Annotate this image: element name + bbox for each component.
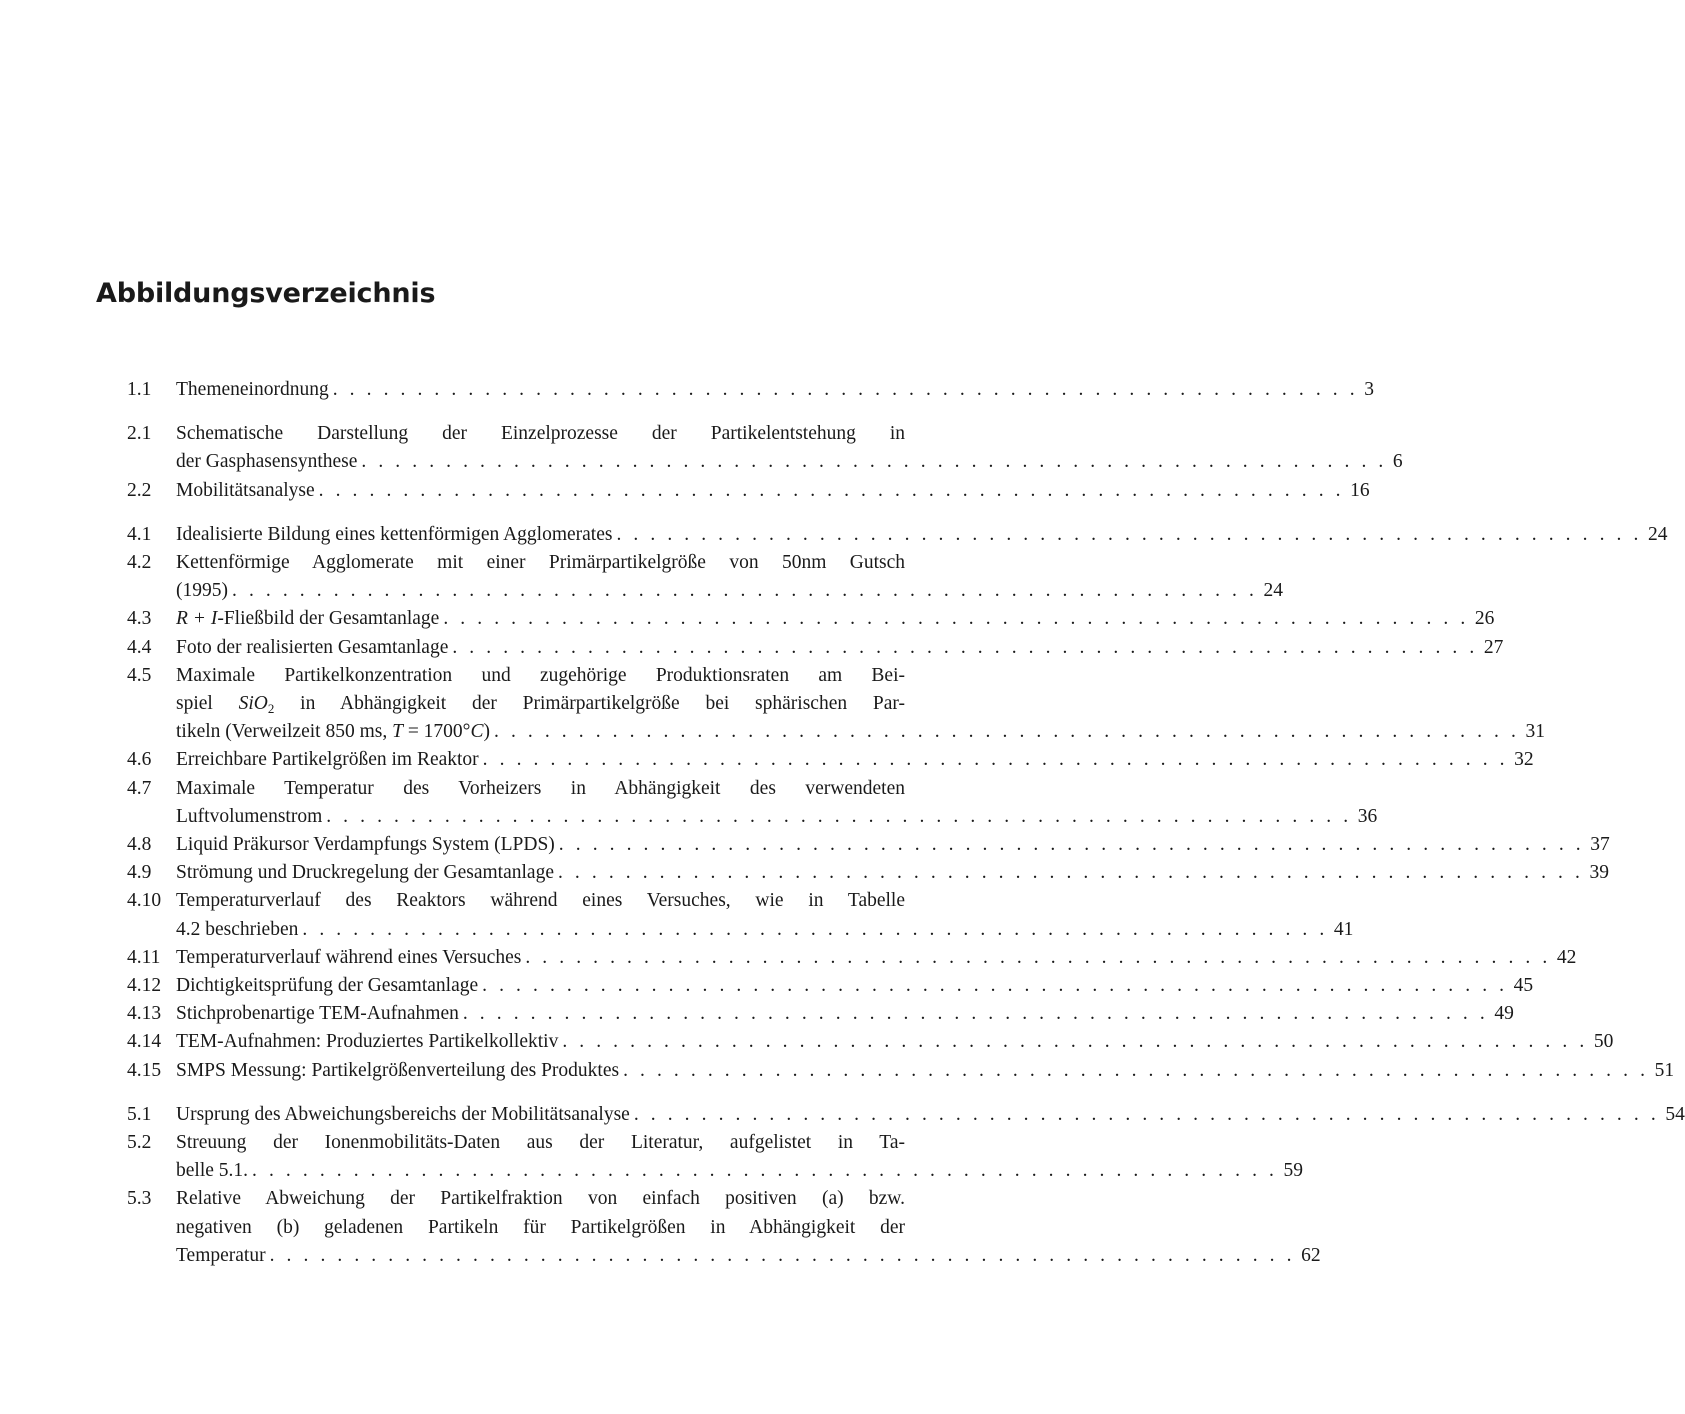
figure-number: 4.13 [127, 1003, 162, 1025]
figure-caption: Luftvolumenstrom [176, 805, 323, 827]
figure-number: 1.1 [127, 379, 152, 400]
math-expression: C [470, 721, 484, 743]
figure-number: 5.3 [127, 1188, 152, 1210]
page-number: 24 [1263, 580, 1283, 602]
dot-leader: . . . . . . . . . . . . . . . . . . . . . . . . . . . . . . . . . . . . . . . . . . . . . . . . . . . . . . . . . . . . . [252, 1160, 1278, 1182]
toc-entry[interactable] [127, 887, 1354, 943]
page-number: 6 [1392, 451, 1403, 473]
caption-text: spiel [176, 693, 239, 715]
page-number: 54 [1665, 1103, 1685, 1125]
figure-caption-line: Schematische Darstellung der Einzelprozesse der Partikelentstehung in [176, 423, 905, 445]
math-expression: T [392, 721, 403, 743]
dot-leader: . . . . . . . . . . . . . . . . . . . . . . . . . . . . . . . . . . . . . . . . . . . . . . . . . . . . . . . . . . . . . [318, 479, 1345, 501]
page-number: 50 [1593, 1031, 1614, 1053]
figure-caption-line: Maximale Temperatur des Vorheizers in Abhängigkeit des verwendeten [176, 777, 905, 799]
figure-caption: der Gasphasensynthese [176, 451, 358, 473]
toc-entry[interactable] [127, 605, 1495, 633]
chapter-group [127, 521, 1675, 1085]
figure-caption [176, 605, 439, 633]
dot-leader: . . . . . . . . . . . . . . . . . . . . . . . . . . . . . . . . . . . . . . . . . . . . . . . . . . . . . . . . . . . . . [562, 1031, 1588, 1053]
figure-number: 2.1 [127, 423, 152, 445]
figure-caption: TEM-Aufnahmen: Produziertes Partikelkollektiv [176, 1031, 559, 1053]
dot-leader: . . . . . . . . . . . . . . . . . . . . . . . . . . . . . . . . . . . . . . . . . . . . . . . . . . . . . . . . . . . . . [616, 523, 1642, 545]
page-number: 45 [1513, 975, 1534, 997]
figure-caption: Liquid Präkursor Verdampfungs System (LPDS) [176, 834, 555, 856]
figure-number: 4.4 [127, 636, 152, 658]
figure-caption-line: Streuung der Ionenmobilitäts-Daten aus der Literatur, aufgelistet in Ta- [176, 1132, 905, 1154]
caption-text: -Fließbild der Gesamtanlage [217, 608, 440, 630]
toc-entry[interactable] [127, 859, 1609, 887]
page-number: 26 [1474, 608, 1495, 630]
figure-caption: Stichprobenartige TEM-Aufnahmen [176, 1003, 459, 1025]
caption-text: = 1700° [402, 721, 471, 743]
dot-leader: . . . . . . . . . . . . . . . . . . . . . . . . . . . . . . . . . . . . . . . . . . . . . . . . . . . . . . . . . . . . . [633, 1103, 1660, 1125]
figure-caption: Dichtigkeitsprüfung der Gesamtanlage [176, 975, 479, 997]
figure-number: 4.8 [127, 834, 152, 856]
figure-caption: Strömung und Druckregelung der Gesamtanlage [176, 862, 554, 884]
dot-leader: . . . . . . . . . . . . . . . . . . . . . . . . . . . . . . . . . . . . . . . . . . . . . . . . . . . . . . . . . . . . . [443, 608, 1469, 630]
toc-entry[interactable] [127, 831, 1610, 859]
dot-leader: . . . . . . . . . . . . . . . . . . . . . . . . . . . . . . . . . . . . . . . . . . . . . . . . . . . . . . . . . . . . . [302, 918, 1328, 940]
dot-leader: . . . . . . . . . . . . . . . . . . . . . . . . . . . . . . . . . . . . . . . . . . . . . . . . . . . . . . . . . . . . . [623, 1059, 1649, 1081]
figure-number: 4.9 [127, 862, 152, 884]
figure-number: 5.2 [127, 1132, 152, 1154]
toc-entry[interactable] [127, 662, 1545, 747]
page-number: 39 [1589, 862, 1609, 884]
toc-entry[interactable] [127, 775, 1378, 831]
page-title: Abbildungsverzeichnis [96, 278, 436, 309]
page-number: 27 [1483, 636, 1504, 658]
caption-text: in Abhängigkeit der Primärpartikelgröße bei sphärischen Par- [274, 693, 905, 715]
figure-caption: Mobilitätsanalyse [176, 479, 315, 501]
page-number: 24 [1647, 523, 1668, 545]
figure-number: 2.2 [127, 479, 152, 501]
figure-number: 4.6 [127, 749, 152, 771]
figure-caption: Erreichbare Partikelgrößen im Reaktor [176, 749, 479, 771]
figure-caption-line: negativen (b) geladenen Partikeln für Partikelgrößen in Abhängigkeit der [176, 1216, 905, 1238]
page-number: 3 [1364, 379, 1374, 400]
caption-text: ) [483, 721, 490, 743]
figure-number: 4.15 [127, 1059, 162, 1081]
dot-leader: . . . . . . . . . . . . . . . . . . . . . . . . . . . . . . . . . . . . . . . . . . . . . . . . . . . . . . . . . . . . . [482, 975, 1508, 997]
dot-leader: . . . . . . . . . . . . . . . . . . . . . . . . . . . . . . . . . . . . . . . . . . . . . . . . . . . . . . . . . . . . . [494, 721, 1520, 743]
toc-entry[interactable] [127, 549, 1283, 605]
toc-entry[interactable] [127, 1101, 1685, 1129]
figure-caption: Temperaturverlauf während eines Versuches [176, 946, 522, 968]
page-number: 42 [1556, 946, 1577, 968]
figure-number: 4.11 [127, 946, 161, 968]
figure-caption: Idealisierte Bildung eines kettenförmigen Agglomerates [176, 523, 613, 545]
toc-entry[interactable] [127, 1129, 1304, 1185]
figure-caption: 4.2 beschrieben [176, 918, 299, 940]
toc-entry[interactable] [127, 376, 1374, 404]
page-number: 62 [1301, 1244, 1321, 1266]
figure-caption: Temperatur [176, 1244, 266, 1266]
toc-entry[interactable] [127, 944, 1577, 972]
chapter-group [127, 376, 1374, 404]
page-number: 36 [1357, 805, 1378, 827]
toc-entry[interactable] [127, 1057, 1675, 1085]
page-number: 59 [1283, 1160, 1304, 1182]
dot-leader: . . . . . . . . . . . . . . . . . . . . . . . . . . . . . . . . . . . . . . . . . . . . . . . . . . . . . . . . . . . . . [558, 834, 1585, 856]
figure-caption: SMPS Messung: Partikelgrößenverteilung des Produktes [176, 1059, 620, 1081]
figure-caption-line: Maximale Partikelkonzentration und zugehörige Produktionsraten am Bei- [176, 664, 905, 686]
dot-leader: . . . . . . . . . . . . . . . . . . . . . . . . . . . . . . . . . . . . . . . . . . . . . . . . . . . . . . . . . . . . . [332, 379, 1359, 400]
figure-number: 4.5 [127, 664, 152, 686]
page-number: 16 [1350, 479, 1370, 501]
figure-number: 4.14 [127, 1031, 162, 1053]
dot-leader: . . . . . . . . . . . . . . . . . . . . . . . . . . . . . . . . . . . . . . . . . . . . . . . . . . . . . . . . . . . . . [361, 451, 1387, 473]
dot-leader: . . . . . . . . . . . . . . . . . . . . . . . . . . . . . . . . . . . . . . . . . . . . . . . . . . . . . . . . . . . . . [525, 946, 1551, 968]
dot-leader: . . . . . . . . . . . . . . . . . . . . . . . . . . . . . . . . . . . . . . . . . . . . . . . . . . . . . . . . . . . . . [326, 805, 1352, 827]
page-number: 49 [1494, 1003, 1514, 1025]
math-expression: R + I [176, 608, 218, 630]
dot-leader: . . . . . . . . . . . . . . . . . . . . . . . . . . . . . . . . . . . . . . . . . . . . . . . . . . . . . . . . . . . . . [452, 636, 1478, 658]
figure-caption-line: Kettenförmige Agglomerate mit einer Primärpartikelgröße von 50nm Gutsch [176, 552, 905, 574]
list-of-figures [127, 376, 1685, 1270]
figure-number: 4.1 [127, 523, 152, 545]
math-expression: SiO [238, 693, 268, 715]
figure-caption-line: Temperaturverlauf des Reaktors während eines Versuches, wie in Tabelle [176, 890, 905, 912]
dot-leader: . . . . . . . . . . . . . . . . . . . . . . . . . . . . . . . . . . . . . . . . . . . . . . . . . . . . . . . . . . . . . [269, 1244, 1296, 1266]
toc-entry[interactable] [127, 972, 1534, 1000]
figure-caption: Ursprung des Abweichungsbereichs der Mobilitätsanalyse [176, 1103, 630, 1125]
page-number: 41 [1333, 918, 1354, 940]
figure-number: 4.3 [127, 608, 152, 630]
figure-number: 4.7 [127, 777, 152, 799]
chapter-group [127, 1101, 1685, 1270]
figure-caption-line: Relative Abweichung der Partikelfraktion von einfach positiven (a) bzw. [176, 1188, 905, 1210]
toc-entry[interactable] [127, 420, 1403, 476]
page-number: 51 [1654, 1059, 1675, 1081]
toc-entry[interactable] [127, 521, 1668, 549]
subscript: 2 [267, 701, 275, 717]
toc-entry[interactable] [127, 746, 1534, 774]
figure-caption-line [176, 690, 905, 718]
figure-number: 5.1 [127, 1103, 152, 1125]
caption-text: tikeln (Verweilzeit 850 ms, [176, 721, 393, 743]
chapter-group [127, 420, 1403, 505]
figure-caption: Foto der realisierten Gesamtanlage [176, 636, 449, 658]
page-number: 32 [1514, 749, 1534, 771]
figure-number: 4.12 [127, 975, 162, 997]
toc-entry[interactable] [127, 477, 1370, 505]
toc-entry[interactable] [127, 1185, 1321, 1270]
toc-entry[interactable] [127, 1028, 1614, 1056]
figure-caption: belle 5.1. [176, 1160, 249, 1182]
toc-entry[interactable] [127, 634, 1504, 662]
dot-leader: . . . . . . . . . . . . . . . . . . . . . . . . . . . . . . . . . . . . . . . . . . . . . . . . . . . . . . . . . . . . . [232, 580, 1258, 602]
figure-number: 4.2 [127, 552, 152, 574]
figure-number: 4.10 [127, 890, 162, 912]
dot-leader: . . . . . . . . . . . . . . . . . . . . . . . . . . . . . . . . . . . . . . . . . . . . . . . . . . . . . . . . . . . . . [482, 749, 1509, 771]
toc-entry[interactable] [127, 1000, 1514, 1028]
page-number: 37 [1590, 834, 1610, 856]
figure-caption: (1995) [176, 580, 228, 602]
page-number: 31 [1525, 721, 1545, 743]
dot-leader: . . . . . . . . . . . . . . . . . . . . . . . . . . . . . . . . . . . . . . . . . . . . . . . . . . . . . . . . . . . . . [557, 862, 1584, 884]
figure-caption: Themeneinordnung [176, 379, 329, 400]
dot-leader: . . . . . . . . . . . . . . . . . . . . . . . . . . . . . . . . . . . . . . . . . . . . . . . . . . . . . . . . . . . . . [462, 1003, 1489, 1025]
figure-caption [176, 718, 490, 746]
